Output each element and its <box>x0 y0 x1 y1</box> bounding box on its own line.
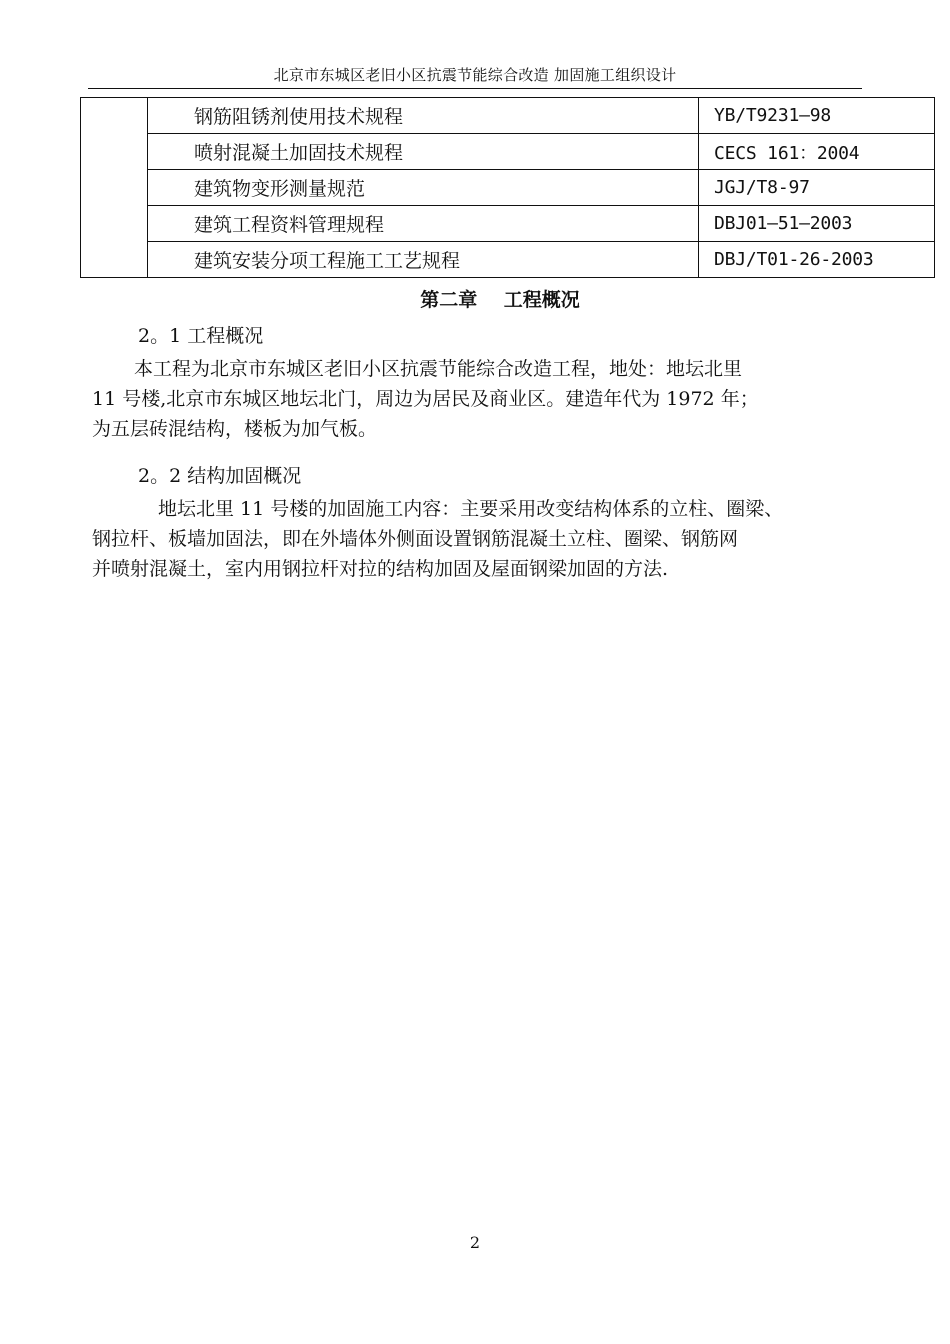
standard-code: DBJ01—51—2003 <box>699 206 935 242</box>
standard-name: 建筑工程资料管理规程 <box>148 206 699 242</box>
table-row <box>81 242 935 278</box>
paragraph-line: 11 号楼,北京市东城区地坛北门，周边为居民及商业区。建造年代为 1972 年； <box>92 388 759 410</box>
standard-code: DBJ/T01-26-2003 <box>699 242 935 278</box>
paragraph-line: 本工程为北京市东城区老旧小区抗震节能综合改造工程，地处：地坛北里 <box>134 358 743 380</box>
paragraph-line: 钢拉杆、板墙加固法，即在外墙体外侧面设置钢筋混凝土立柱、圈梁、钢筋网 <box>92 528 739 550</box>
table-row <box>81 206 935 242</box>
standard-name: 建筑安装分项工程施工工艺规程 <box>148 242 699 278</box>
standard-code: CECS 161：2004 <box>699 134 935 170</box>
standard-name: 喷射混凝土加固技术规程 <box>148 134 699 170</box>
standard-code: YB/T9231—98 <box>699 98 935 134</box>
standards-table <box>80 97 935 278</box>
header-title: 北京市东城区老旧小区抗震节能综合改造 加固施工组织设计 <box>273 66 677 84</box>
section-2-paragraph <box>92 494 864 584</box>
section-heading-2-2: 2。2 结构加固概况 <box>138 465 302 487</box>
table-row <box>81 98 935 134</box>
page-header <box>88 62 862 89</box>
chapter-title: 第二章 工程概况 <box>420 289 580 311</box>
table-row <box>81 170 935 206</box>
section-heading-2-1: 2。1 工程概况 <box>138 325 264 347</box>
standard-name: 建筑物变形测量规范 <box>148 170 699 206</box>
section-1-paragraph <box>92 354 864 444</box>
paragraph-line: 并喷射混凝土，室内用钢拉杆对拉的结构加固及屋面钢梁加固的方法. <box>92 558 669 580</box>
paragraph-line: 为五层砖混结构，楼板为加气板。 <box>92 418 378 440</box>
table-row <box>81 134 935 170</box>
page-number: 2 <box>469 1233 481 1252</box>
paragraph-line: 地坛北里 11 号楼的加固施工内容：主要采用改变结构体系的立柱、圈梁、 <box>158 498 784 520</box>
standard-name: 钢筋阻锈剂使用技术规程 <box>148 98 699 134</box>
standard-code: JGJ/T8-97 <box>699 170 935 206</box>
category-cell <box>81 98 148 278</box>
